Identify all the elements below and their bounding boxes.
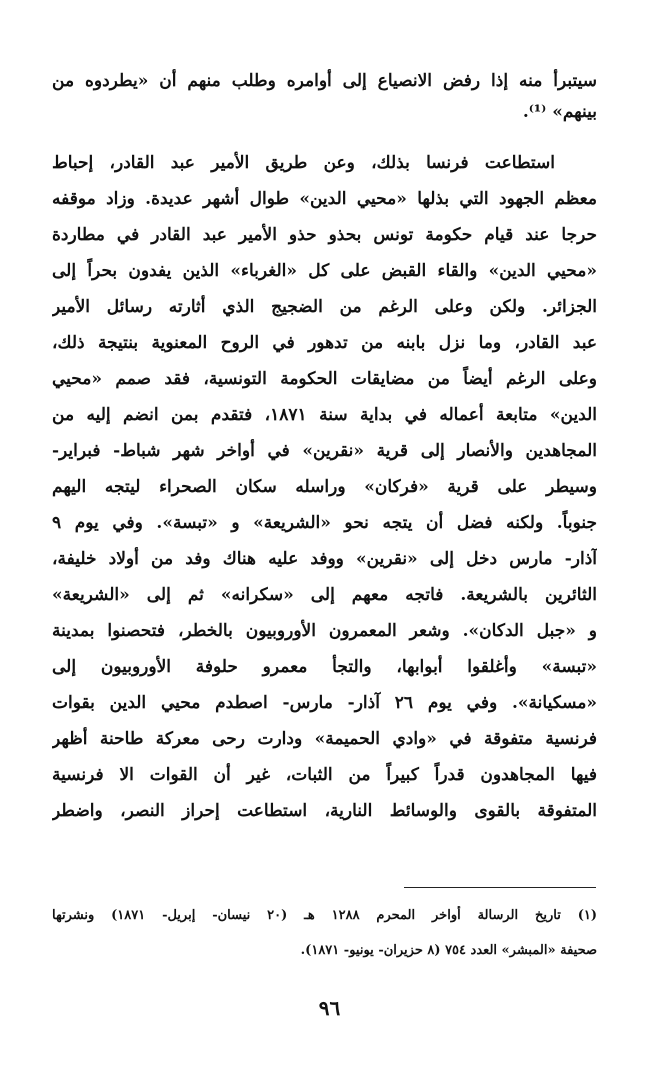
footnote-line-2: صحيفة «المبشر» العدد ٧٥٤ (٨ حزيران- يونيو- ١٨٧١). xyxy=(300,943,597,958)
page-number: ٩٦ xyxy=(318,996,341,1020)
text-line: الدين» متابعة أعماله في بداية سنة ١٨٧١، فتقدم بمن انضم إليه من xyxy=(52,405,597,425)
text-line: «محيي الدين» والقاء القبض على كل «الغرباء» الذين يفدون بحراً إلى xyxy=(52,261,597,281)
text-line: الثائرين بالشريعة. فاتجه معهم إلى «سكرانه» ثم إلى «الشريعة» xyxy=(52,585,597,605)
text-line: «مسكيانة». وفي يوم ٢٦ آذار- مارس- اصطدم محيي الدين بقوات xyxy=(52,693,597,713)
text-line: المجاهدين والأنصار إلى قرية «نقرين» في أواخر شهر شباط- فبراير- xyxy=(52,441,597,461)
text-line: فرنسية متفوقة في «وادي الحميمة» ودارت رحى معركة طاحنة أظهر xyxy=(52,729,597,749)
text-line: جنوباً. ولكنه فضل أن يتجه نحو «الشريعة» و «تبسة». وفي يوم ٩ xyxy=(52,513,597,533)
text-line: وعلى الرغم أيضاً من مضايقات الحكومة التونسية، فقد صمم «محيي xyxy=(52,369,597,389)
text-line: بينهم» ⁽¹⁾. xyxy=(522,102,597,122)
text-line: سيتبرأ منه إذا رفض الانصياع إلى أوامره وطلب منهم أن «يطردوه من xyxy=(52,71,597,91)
text-line: حرجا عند قيام حكومة تونس بحذو حذو الأمير عبد القادر في مطاردة xyxy=(52,225,597,245)
text-line: و «جبل الدكان». وشعر المعمرون الأوروبيون بالخطر، فتحصنوا بمدينة xyxy=(52,621,597,641)
text-line: «تبسة» وأغلقوا أبوابها، والتجأ معمرو حلوفة الأوروبيون إلى xyxy=(52,657,597,677)
text-line: آذار- مارس دخل إلى «نقرين» ووفد عليه هناك وفد من أولاد خليفة، xyxy=(52,549,597,569)
footnote-line-1: (١) تاريخ الرسالة أواخر المحرم ١٢٨٨ هـ (٢٠ نيسان- إبريل- ١٨٧١) ونشرتها xyxy=(52,908,597,923)
text-line: استطاعت فرنسا بذلك، وعن طريق الأمير عبد القادر، إحباط xyxy=(52,153,555,173)
footnote-divider xyxy=(404,887,596,888)
text-line: عبد القادر، وما نزل بابنه من تدهور في الروح المعنوية بنتيجة ذلك، xyxy=(52,333,597,353)
text-line: وسيطر على قرية «فركان» وراسله سكان الصحراء ليتجه اليهم xyxy=(52,477,597,497)
text-line: معظم الجهود التي بذلها «محيي الدين» طوال أشهر عديدة. وزاد موقفه xyxy=(52,189,597,209)
text-line: فيها المجاهدون قدراً كبيراً من الثبات، غير أن القوات الا فرنسية xyxy=(52,765,597,785)
text-line: المتفوقة بالقوى والوسائط النارية، استطاعت إحراز النصر، واضطر xyxy=(52,801,597,821)
text-line: الجزائر. ولكن وعلى الرغم من الضجيج الذي أثارته رسائل الأمير xyxy=(52,297,597,317)
